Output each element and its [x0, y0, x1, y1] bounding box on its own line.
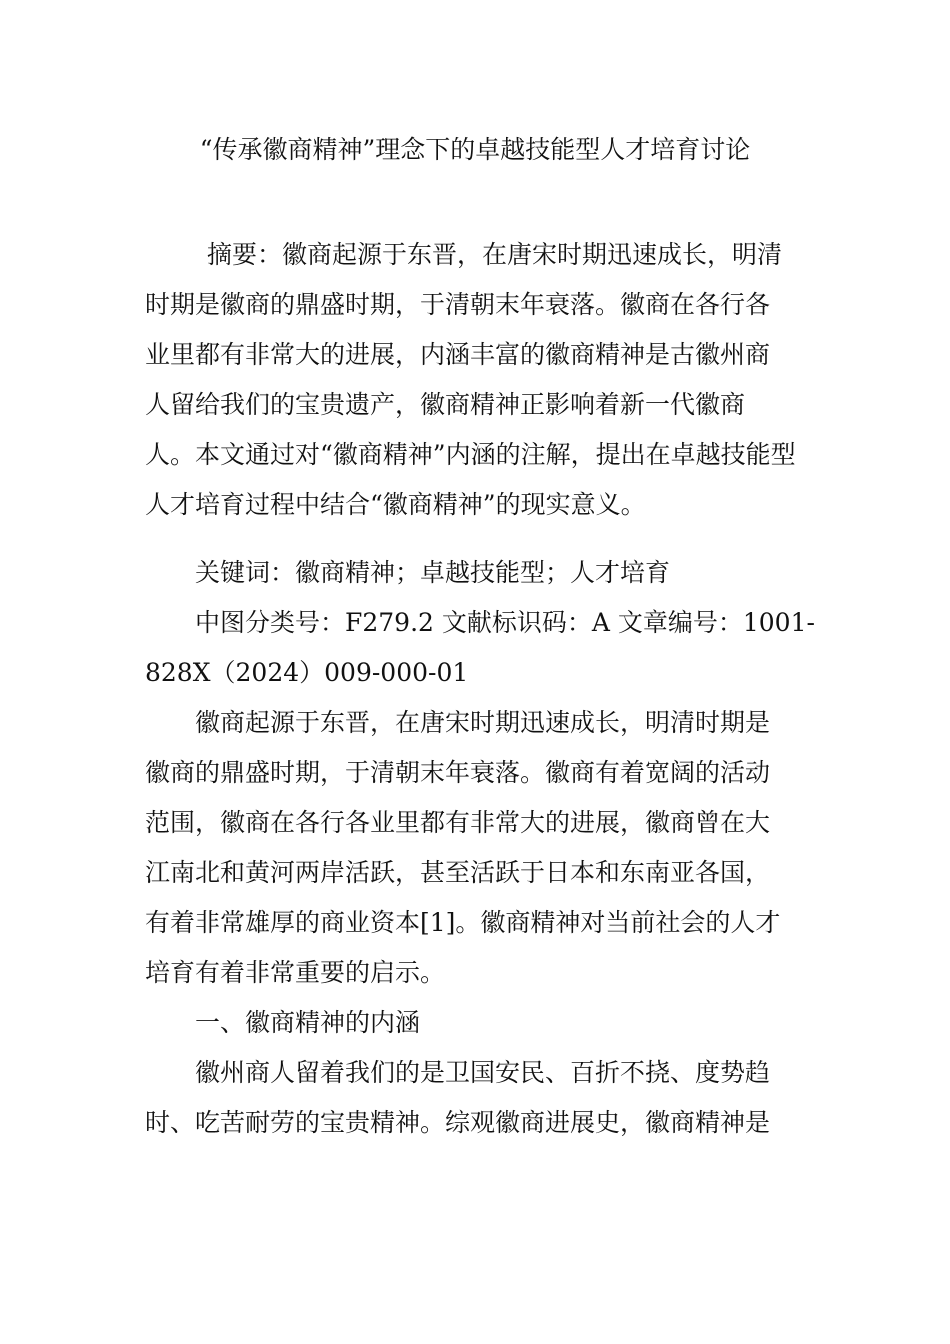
abstract-line: 摘要：徽商起源于东晋，在唐宋时期迅速成长，明清: [207, 240, 783, 269]
section-line: 时、吃苦耐劳的宝贵精神。综观徽商进展史，徽商精神是: [145, 1108, 771, 1137]
abstract-line: 人才培育过程中结合“徽商精神”的现实意义。: [145, 490, 646, 519]
intro-line: 范围，徽商在各行各业里都有非常大的进展，徽商曾在大: [145, 808, 771, 837]
intro-line: 培育有着非常重要的启示。: [145, 958, 446, 987]
intro-line: 有着非常雄厚的商业资本[1]。徽商精神对当前社会的人才: [145, 908, 781, 937]
intro-line: 江南北和黄河两岸活跃，甚至活跃于日本和东南亚各国，: [145, 858, 771, 887]
abstract-line: 时期是徽商的鼎盛时期，于清朝末年衰落。徽商在各行各: [145, 290, 771, 319]
section-heading: 一、徽商精神的内涵: [195, 1008, 421, 1037]
intro-line: 徽商起源于东晋，在唐宋时期迅速成长，明清时期是: [195, 708, 771, 737]
document-body: [145, 548, 815, 1148]
abstract-paragraph: [145, 230, 805, 530]
classification-line: 中图分类号：F279.2 文献标识码：A 文章编号：1001-: [195, 608, 815, 637]
classification-line: 828X（2024）009-000-01: [145, 658, 469, 687]
abstract-line: 业里都有非常大的进展，内涵丰富的徽商精神是古徽州商: [145, 340, 771, 369]
abstract-line: 人。本文通过对“徽商精神”内涵的注解，提出在卓越技能型: [145, 440, 796, 469]
section-line: 徽州商人留着我们的是卫国安民、百折不挠、度势趋: [195, 1058, 771, 1087]
document-title: “传承徽商精神”理念下的卓越技能型人才培育讨论: [199, 135, 751, 164]
keywords-line: 关键词：徽商精神；卓越技能型；人才培育: [195, 558, 671, 587]
abstract-line: 人留给我们的宝贵遗产，徽商精神正影响着新一代徽商: [145, 390, 746, 419]
intro-line: 徽商的鼎盛时期，于清朝末年衰落。徽商有着宽阔的活动: [145, 758, 771, 787]
